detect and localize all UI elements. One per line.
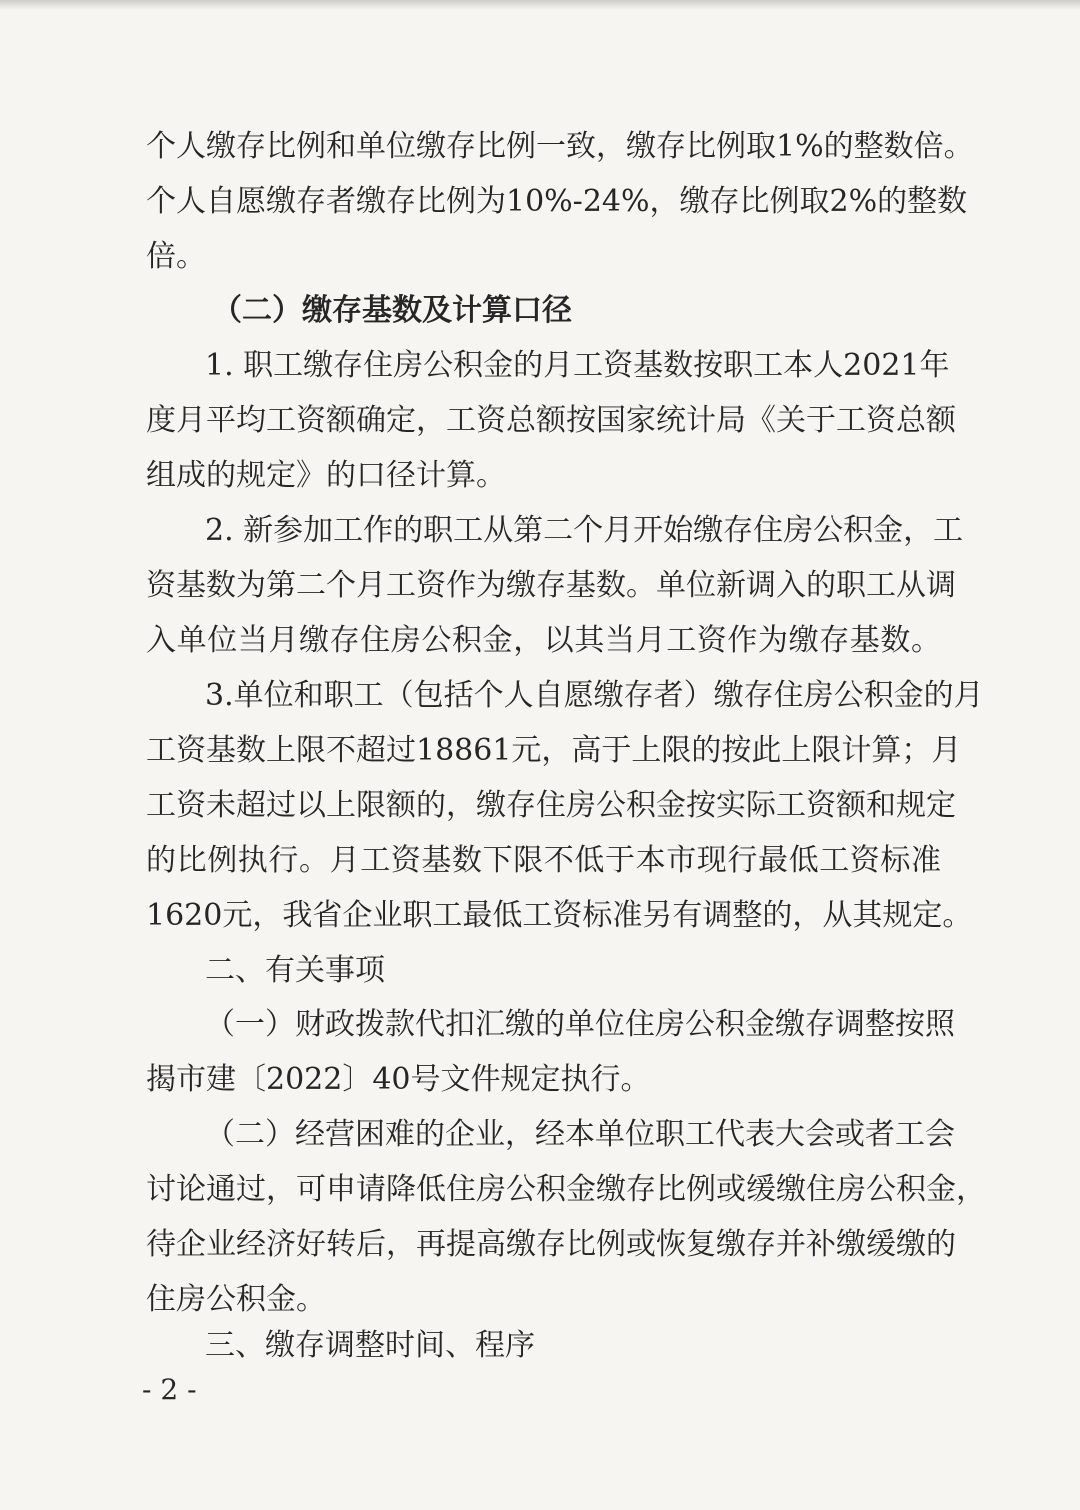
text-line: 倍。 xyxy=(146,239,206,274)
text-line: 2. 新参加工作的职工从第二个月开始缴存住房公积金，工 xyxy=(205,513,964,548)
text-line: 组成的规定》的口径计算。 xyxy=(146,458,506,493)
text-line: （一）财政拨款代扣汇缴的单位住房公积金缴存调整按照 xyxy=(205,1007,955,1042)
text-line: 度月平均工资额确定，工资总额按国家统计局《关于工资总额 xyxy=(146,403,956,438)
text-line: 3.单位和职工（包括个人自愿缴存者）缴存住房公积金的月 xyxy=(205,678,984,713)
section-heading: 二、有关事项 xyxy=(205,953,385,988)
text-line: 工资基数上限不超过18861元，高于上限的按此上限计算；月 xyxy=(146,733,962,768)
text-line: 入单位当月缴存住房公积金，以其当月工资作为缴存基数。 xyxy=(146,623,941,658)
text-line: 个人缴存比例和单位缴存比例一致，缴存比例取1%的整数倍。 xyxy=(146,129,974,164)
text-line: 1. 职工缴存住房公积金的月工资基数按职工本人2021年 xyxy=(205,348,950,383)
text-line: 住房公积金。 xyxy=(146,1282,326,1317)
text-line: 1620元，我省企业职工最低工资标准另有调整的，从其规定。 xyxy=(146,898,973,933)
text-line: 资基数为第二个月工资作为缴存基数。单位新调入的职工从调 xyxy=(146,568,956,603)
scan-edge-shadow xyxy=(0,0,1080,10)
text-line: 工资未超过以上限额的，缴存住房公积金按实际工资额和规定 xyxy=(146,788,956,823)
text-line: 揭市建〔2022〕40号文件规定执行。 xyxy=(146,1062,651,1097)
text-line: （二）经营困难的企业，经本单位职工代表大会或者工会 xyxy=(205,1117,955,1152)
text-line: 个人自愿缴存者缴存比例为10%-24%，缴存比例取2%的整数 xyxy=(146,184,968,219)
text-line: 待企业经济好转后，再提高缴存比例或恢复缴存并补缴缓缴的 xyxy=(146,1227,956,1262)
section-heading: 三、缴存调整时间、程序 xyxy=(205,1328,535,1363)
section-subheading: （二）缴存基数及计算口径 xyxy=(212,293,572,328)
text-line: 讨论通过，可申请降低住房公积金缴存比例或缓缴住房公积金， xyxy=(146,1172,986,1207)
page-number: - 2 - xyxy=(142,1373,197,1406)
text-line: 的比例执行。月工资基数下限不低于本市现行最低工资标准 xyxy=(146,843,941,878)
